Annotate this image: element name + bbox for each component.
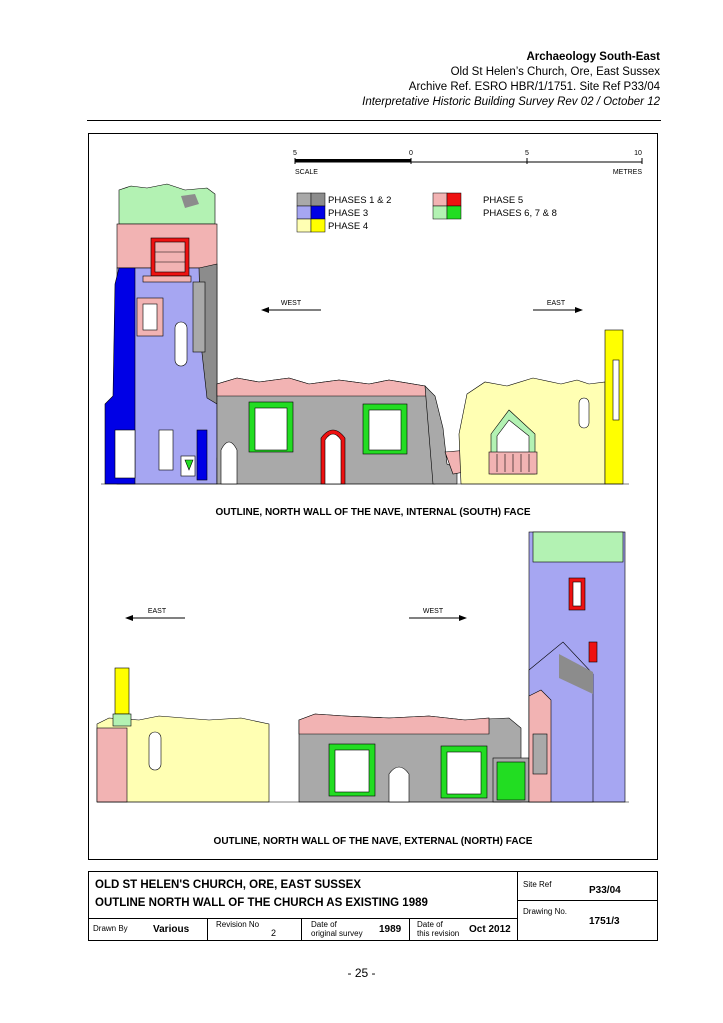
legend-phase-1-2: PHASES 1 & 2 xyxy=(328,195,392,206)
org-name: Archaeology South-East xyxy=(526,51,660,63)
header-archive-ref: Archive Ref. ESRO HBR/1/1751. Site Ref P33/04 xyxy=(408,81,660,93)
caption-internal: OUTLINE, NORTH WALL OF THE NAVE, INTERNAL (SOUTH) FACE xyxy=(215,507,531,518)
revision-label: Revision No xyxy=(216,920,260,929)
drawing-title-2: OUTLINE NORTH WALL OF THE CHURCH AS EXISTING 1989 xyxy=(95,897,428,909)
elevation-external xyxy=(97,532,629,802)
scale-units: METRES xyxy=(612,169,642,176)
scale-tick-5-right: 5 xyxy=(525,150,529,157)
caption-external: OUTLINE, NORTH WALL OF THE NAVE, EXTERNAL (NORTH) FACE xyxy=(213,836,533,847)
drawing-no-value: 1751/3 xyxy=(589,916,620,927)
report-header xyxy=(362,50,660,110)
orig-date-label-2: original survey xyxy=(311,929,363,938)
arrow-west-label-2: WEST xyxy=(422,608,444,615)
arrow-east-label-2: EAST xyxy=(147,608,167,615)
site-ref-value: P33/04 xyxy=(589,885,621,896)
scale-bar xyxy=(293,150,642,176)
title-block xyxy=(88,871,658,941)
revision-value: 2 xyxy=(271,928,277,938)
header-survey-title: Interpretative Historic Building Survey Rev 02 / October 12 xyxy=(362,96,660,108)
orig-date-value: 1989 xyxy=(379,924,402,935)
orig-date-label-1: Date of xyxy=(311,920,337,929)
arrow-east-label-1: EAST xyxy=(546,300,566,307)
header-site: Old St Helen’s Church, Ore, East Sussex xyxy=(450,66,660,78)
rev-date-label-2: this revision xyxy=(417,929,460,938)
direction-arrows-external xyxy=(125,608,467,621)
phase-legend xyxy=(297,193,557,232)
drawing-frame xyxy=(88,133,658,860)
site-ref-label: Site Ref xyxy=(523,880,552,889)
header-rule xyxy=(87,120,661,121)
drawn-by-label: Drawn By xyxy=(93,924,128,933)
elevation-drawing xyxy=(89,134,657,859)
scale-label: SCALE xyxy=(295,169,318,176)
rev-date-value: Oct 2012 xyxy=(469,924,511,935)
drawing-title-1: OLD ST HELEN'S CHURCH, ORE, EAST SUSSEX xyxy=(95,879,361,891)
scale-tick-10: 10 xyxy=(634,150,642,157)
direction-arrows-internal xyxy=(261,300,583,313)
rev-date-label-1: Date of xyxy=(417,920,443,929)
legend-phase-3: PHASE 3 xyxy=(328,208,369,219)
page-number: - 25 - xyxy=(347,966,376,980)
legend-phase-4: PHASE 4 xyxy=(328,221,369,232)
scale-tick-0: 0 xyxy=(409,150,413,157)
arrow-west-label-1: WEST xyxy=(280,300,302,307)
drawn-by-value: Various xyxy=(153,924,190,935)
legend-phase-5: PHASE 5 xyxy=(483,195,524,206)
scale-tick-5-left: 5 xyxy=(293,150,297,157)
legend-phase-6-7-8: PHASES 6, 7 & 8 xyxy=(483,208,557,219)
drawing-no-label: Drawing No. xyxy=(523,907,568,916)
